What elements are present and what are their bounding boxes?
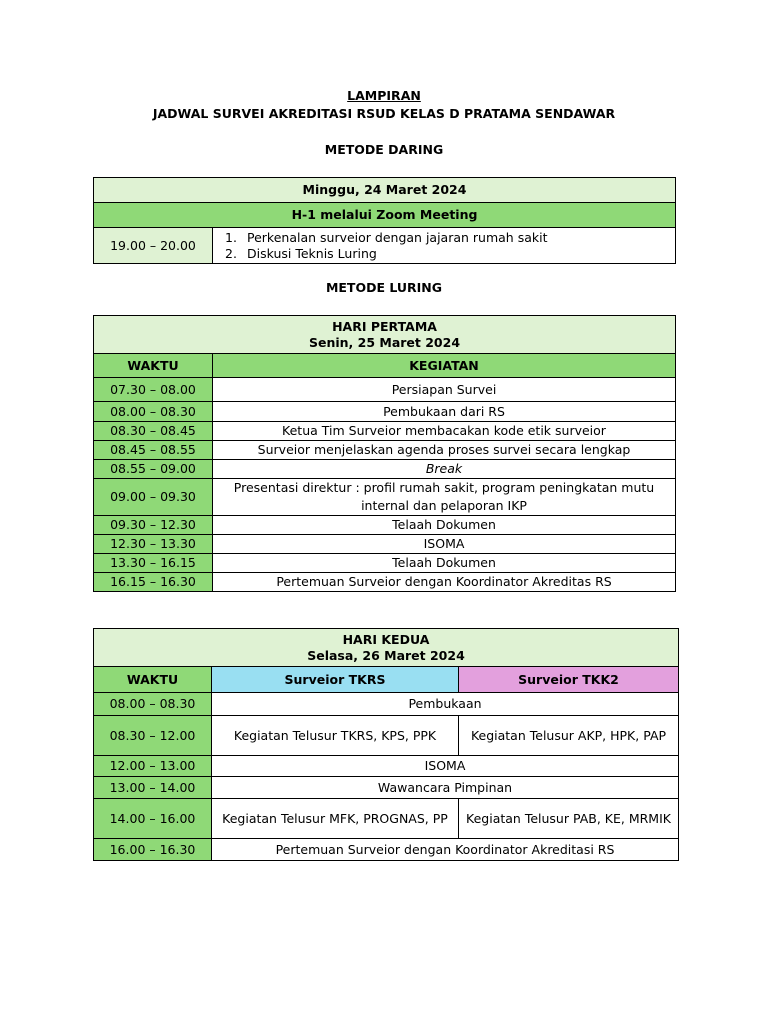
table-row: 09.30 – 12.30 Telaah Dokumen <box>94 516 676 535</box>
day1-col-activity: KEGIATAN <box>213 354 676 378</box>
day1-col-time: WAKTU <box>94 354 213 378</box>
day2-title: HARI KEDUA <box>342 631 430 647</box>
table-row: 13.30 – 16.15 Telaah Dokumen <box>94 554 676 573</box>
table-row: 16.15 – 16.30 Pertemuan Surveior dengan Koordinator Akreditas RS <box>94 573 676 592</box>
day2-col-tkk2: Surveior TKK2 <box>459 667 679 693</box>
daring-activity-list <box>213 228 676 264</box>
table-row: 08.30 – 08.45 Ketua Tim Surveior membacakan kode etik surveior <box>94 422 676 441</box>
day1-date: Senin, 25 Maret 2024 <box>308 334 461 350</box>
day1-title: HARI PERTAMA <box>332 318 437 334</box>
table-row: 09.00 – 09.30 Presentasi direktur : profil rumah sakit, program peningkatan mutu internal dan pelaporan IKP <box>94 479 676 516</box>
table-row: 08.45 – 08.55 Surveior menjelaskan agenda proses survei secara lengkap <box>94 441 676 460</box>
day2-col-tkrs: Surveior TKRS <box>212 667 459 693</box>
list-item: 2. Diskusi Teknis Luring <box>225 245 377 261</box>
day1-title-cell <box>94 316 676 354</box>
day2-title-cell <box>94 629 679 667</box>
list-item: 1. Perkenalan surveior dengan jajaran rumah sakit <box>225 229 548 245</box>
metode-daring-heading: METODE DARING <box>324 142 444 157</box>
table-row: 13.00 – 14.00 Wawancara Pimpinan <box>94 777 679 799</box>
table-row: 08.00 – 08.30 Pembukaan <box>94 693 679 716</box>
table-row: 08.00 – 08.30 Pembukaan dari RS <box>94 402 676 422</box>
daring-time: 19.00 – 20.00 <box>94 228 213 264</box>
metode-luring-heading: METODE LURING <box>325 280 443 295</box>
table-row: 14.00 – 16.00 Kegiatan Telusur MFK, PROGNAS, PP Kegiatan Telusur PAB, KE, MRMIK <box>94 799 679 839</box>
daring-subtitle: H-1 melalui Zoom Meeting <box>94 203 676 228</box>
table-row: 12.30 – 13.30 ISOMA <box>94 535 676 554</box>
document-title: JADWAL SURVEI AKREDITASI RSUD KELAS D PRATAMA SENDAWAR <box>152 106 616 121</box>
day2-col-time: WAKTU <box>94 667 212 693</box>
table-row: 16.00 – 16.30 Pertemuan Surveior dengan Koordinator Akreditasi RS <box>94 839 679 861</box>
table-row: 12.00 – 13.00 ISOMA <box>94 756 679 777</box>
daring-table <box>93 177 676 264</box>
table-row: 08.30 – 12.00 Kegiatan Telusur TKRS, KPS, PPK Kegiatan Telusur AKP, HPK, PAP <box>94 716 679 756</box>
table-row: 07.30 – 08.00 Persiapan Survei <box>94 378 676 402</box>
lampiran-heading: LAMPIRAN <box>347 88 421 103</box>
day1-table <box>93 315 676 592</box>
table-row: 08.55 – 09.00 Break <box>94 460 676 479</box>
day2-table <box>93 628 679 861</box>
daring-date: Minggu, 24 Maret 2024 <box>94 178 676 203</box>
day2-date: Selasa, 26 Maret 2024 <box>307 647 465 663</box>
